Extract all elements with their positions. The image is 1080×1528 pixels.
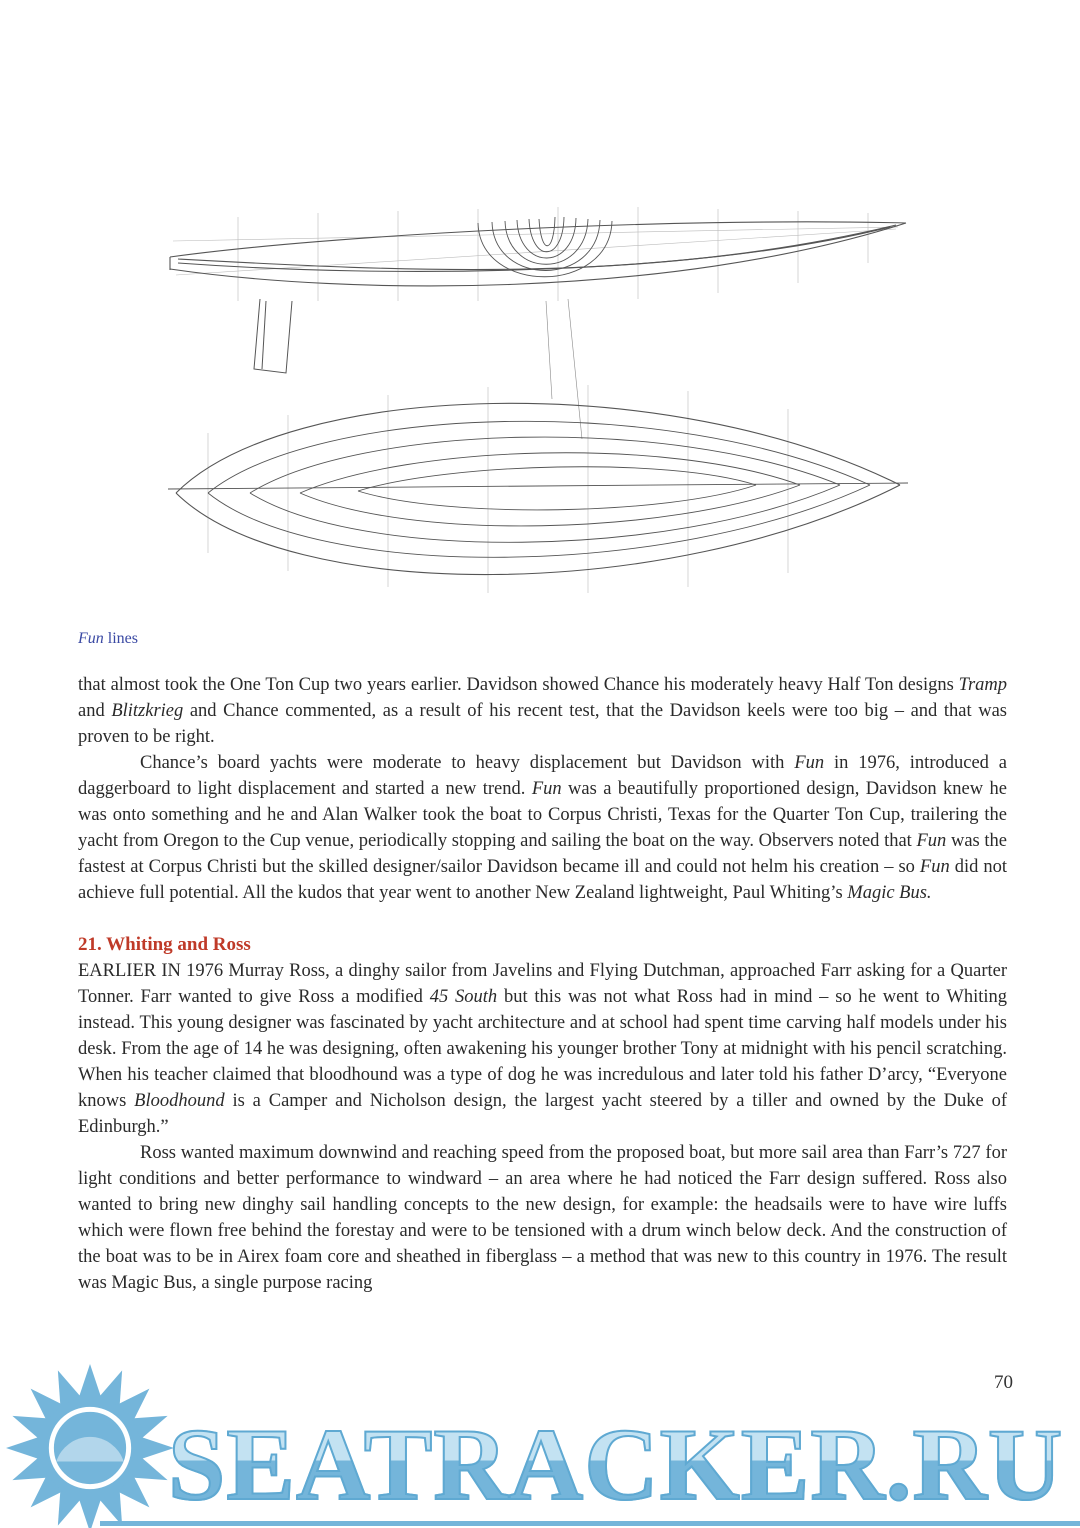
figure-caption	[78, 630, 138, 648]
section-heading: 21. Whiting and Ross	[78, 934, 251, 955]
hull-lines-drawing	[148, 183, 938, 623]
watermark	[0, 1368, 1080, 1528]
hull-lines-figure	[148, 183, 938, 623]
paragraph: Chance’s board yachts were moderate to heavy displacement but Davidson with Fun in 1976, introduced a daggerboard to light displacement and started a new trend. Fun was a beautifully proportioned design, Davidson knew he was onto something and he and Alan Walker took the boat to Corpus Christi, Texas for the Quarter Ton Cup, trailering the yacht from Oregon to the Cup venue, periodically stopping and sailing the boat on the way. Observers noted that Fun was the fastest at Corpus Christi but the skilled designer/sailor Davidson became ill and could not helm his creation – so Fun did not achieve full potential. All the kudos that year went to another New Zealand lightweight, Paul Whiting’s Magic Bus.	[78, 753, 1008, 903]
body-text	[78, 672, 1007, 1296]
page-number: 70	[994, 1372, 1013, 1393]
paragraph: EARLIER IN 1976 Murray Ross, a dinghy sailor from Javelins and Flying Dutchman, approached Farr asking for a Quarter Tonner. Farr wanted to give Ross a modified 45 South but this was not what Ross had in mind – so he went to Whiting instead. This young designer was fascinated by yacht architecture and at school had spent time carving half models under his desk. From the age of 14 he was designing, often awakening his younger brother Tony at midnight with his pencil scratching. When his teacher claimed that bloodhound was a type of dog he was incredulous and later told his father D’arcy, “Everyone knows Bloodhound is a Camper and Nicholson design, the largest yacht steered by a tiller and owned by the Duke of Edinburgh.”	[78, 961, 1007, 1137]
watermark-text: SEATRACKER.RU	[168, 1406, 1080, 1524]
paragraph: that almost took the One Ton Cup two years earlier. Davidson showed Chance his moderately heavy Half Ton designs Tramp and Blitzkrieg and Chance commented, as a result of his recent test, that the Davidson keels were too big – and that was proven to be right.	[78, 675, 1007, 747]
figure-caption-title: Fun	[78, 630, 104, 647]
sun-icon	[6, 1364, 174, 1528]
paragraph: Ross wanted maximum downwind and reaching speed from the proposed boat, but more sail area than Farr’s 727 for light conditions and better performance to windward – an area where he had noticed the Farr design suffered. Ross also wanted to bring new dinghy sail handling concepts to the new design, for example: the headsails were to have wire luffs which were flown free behind the forestay and were to be tensioned with a drum winch below deck. And the construction of the boat was to be in Airex foam core and sheathed in fiberglass – a method that was new to this country in 1976. The result was Magic Bus, a single purpose racing	[78, 1143, 1007, 1293]
figure-caption-rest: lines	[107, 630, 138, 647]
